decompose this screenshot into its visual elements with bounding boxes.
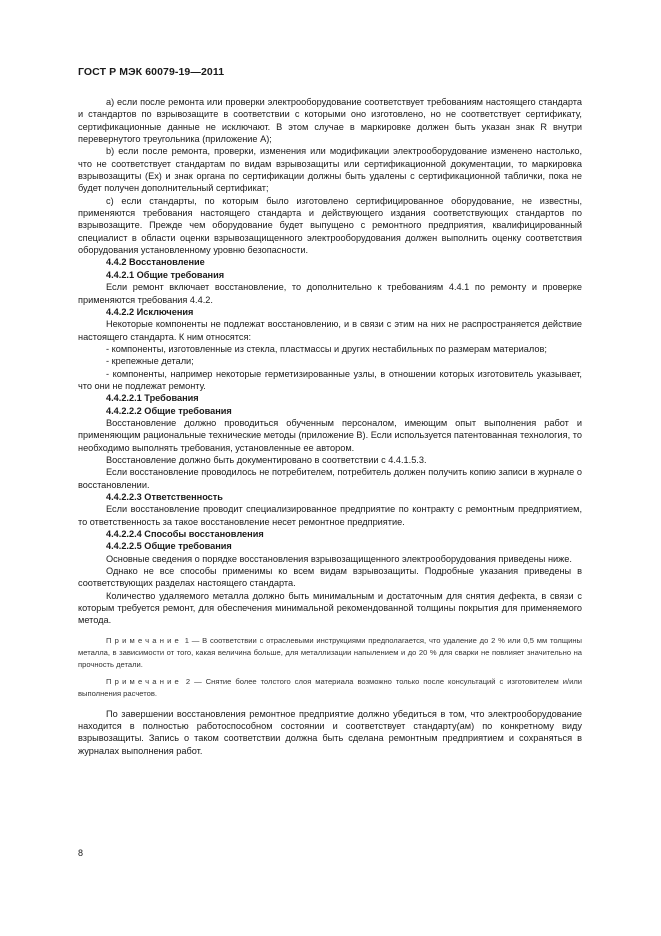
section-heading-4-4-2-2-3: 4.4.2.2.3 Ответственность [106,492,223,502]
paragraph-item-c: c) если стандарты, по которым было изготовлено сертифицированное оборудование, не известны, применяются требования настоящего стандарта и действующего издания соответствующих стандартов по взрывозащите. Прежде чем оборудование будет выпущено с ремонтного предприятия, квалифицированный специалист в области оценки взрывозащищенного электрооборудования должен выполнить оценку соответствия оборудования установленному уровню безопасности. [78,195,582,256]
section-heading-4-4-2-1: 4.4.2.1 Общие требования [106,269,225,280]
list-item: - компоненты, изготовленные из стекла, пластмассы и других нестабильных по размерам материалов; [106,343,547,354]
note-label: Примечание [106,676,182,686]
section-heading-4-4-2-2-4: 4.4.2.2.4 Способы восстановления [106,529,264,540]
note-2 [78,676,582,700]
section-heading-4-4-2-2-5: 4.4.2.2.5 Общие требования [106,541,232,552]
paragraph-item-a: a) если после ремонта или проверки электрооборудование соответствует требованиям настоящего стандарта и стандартов по взрывозащите в соответствии с которыми оно изготовлено, но не соответствует сертификату, сертификационные данные не исключают. В этом случае в маркировке должен быть указан знак R внутри перевернутого треугольника (приложение А); [78,97,582,145]
paragraph-4-4-2-1: Если ремонт включает восстановление, то дополнительно к требованиям 4.4.1 по ремонту и проверке применяются требования 4.4.2. [78,282,582,305]
paragraph-4-4-2-2-5-a: Основные сведения о порядке восстановления взрывозащищенного электрооборудования приведены ниже. [106,553,572,564]
note-text: 2 — Снятие более толстого слоя материала возможно только после консультаций с изготовителем и/или выполнения расчетов. [78,676,582,698]
list-item: - компоненты, например некоторые герметизированные узлы, в отношении которых изготовитель указывает, что они не подлежат ремонту. [78,368,582,391]
paragraph-4-4-2-2-3: Если восстановление проводит специализированное предприятие по контракту с ремонтным предприятием, то ответственность за такое восстановление несет ремонтное предприятие. [78,504,582,527]
paragraph-4-4-2-2-5-b: Однако не все способы применимы ко всем видам взрывозащиты. Подробные указания приведены в соответствующих разделах настоящего стандарта. [78,566,582,589]
section-heading-4-4-2-2-1: 4.4.2.2.1 Требования [106,393,199,404]
section-heading-4-4-2-2: 4.4.2.2 Исключения [106,306,194,317]
paragraph-4-4-2-2-2-b: Восстановление должно быть документировано в соответствии с 4.4.1.5.3. [106,454,427,465]
section-heading-4-4-2-2-2: 4.4.2.2.2 Общие требования [106,405,232,416]
paragraph-4-4-2-2: Некоторые компоненты не подлежат восстановлению, и в связи с этим на них не распространяется действие настоящего стандарта. К ним относятся: [78,319,582,342]
paragraph-item-b: b) если после ремонта, проверки, изменения или модификации электрооборудование изменено настолько, что не соответствует стандартам по видам взрывозащиты или сертификационной документации, то маркировка взрывозащиты (Ex) и знак органа по сертификации должны быть удалены с сертификационной таблички, пока не будет получен дополнительный сертификат; [78,146,582,194]
page-number: 8 [78,848,84,858]
paragraph-4-4-2-2-5-c: Количество удаляемого металла должно быть минимальным и достаточным для снятия дефекта, в связи с которым требуется ремонт, для обеспечения минимальной рекомендованной толщины покрытия для применяемого метода. [78,590,582,626]
paragraph-4-4-2-2-2-a: Восстановление должно проводиться обученным персоналом, имеющим опыт выполнения работ и применяющим рациональные технические методы (приложение В). Если используется патентованная технология, то необходимо выполнять требования, установленные ее автором. [78,417,582,453]
paragraph-4-4-2-2-2-c: Если восстановление проводилось не потребителем, потребитель должен получить копию записи в журнале о восстановлении. [78,467,582,490]
document-header: ГОСТ Р МЭК 60079-19—2011 [78,66,225,78]
note-label: Примечание [106,635,182,645]
list-item: - крепежные детали; [106,356,194,367]
document-body [78,96,582,757]
paragraph-final: По завершении восстановления ремонтное предприятие должно убедиться в том, что электрооборудование находится в полностью работоспособном состоянии и соответствует стандарту(ам) по конкретному виду взрывозащиты. Запись о таком соответствии должна быть сделана ремонтным предприятием и сохраняться в журналах выполнения работ. [78,708,582,756]
note-text: 1 — В соответствии с отраслевыми инструкциями предполагается, что удаление до 2 % или 0,5 мм толщины металла, в зависимости от того, какая величина больше, для металлизации напылением и до 20 % для сварки не повлияет значительно на прочность детали. [78,635,582,669]
section-heading-4-4-2: 4.4.2 Восстановление [106,257,205,268]
note-1 [78,635,582,671]
